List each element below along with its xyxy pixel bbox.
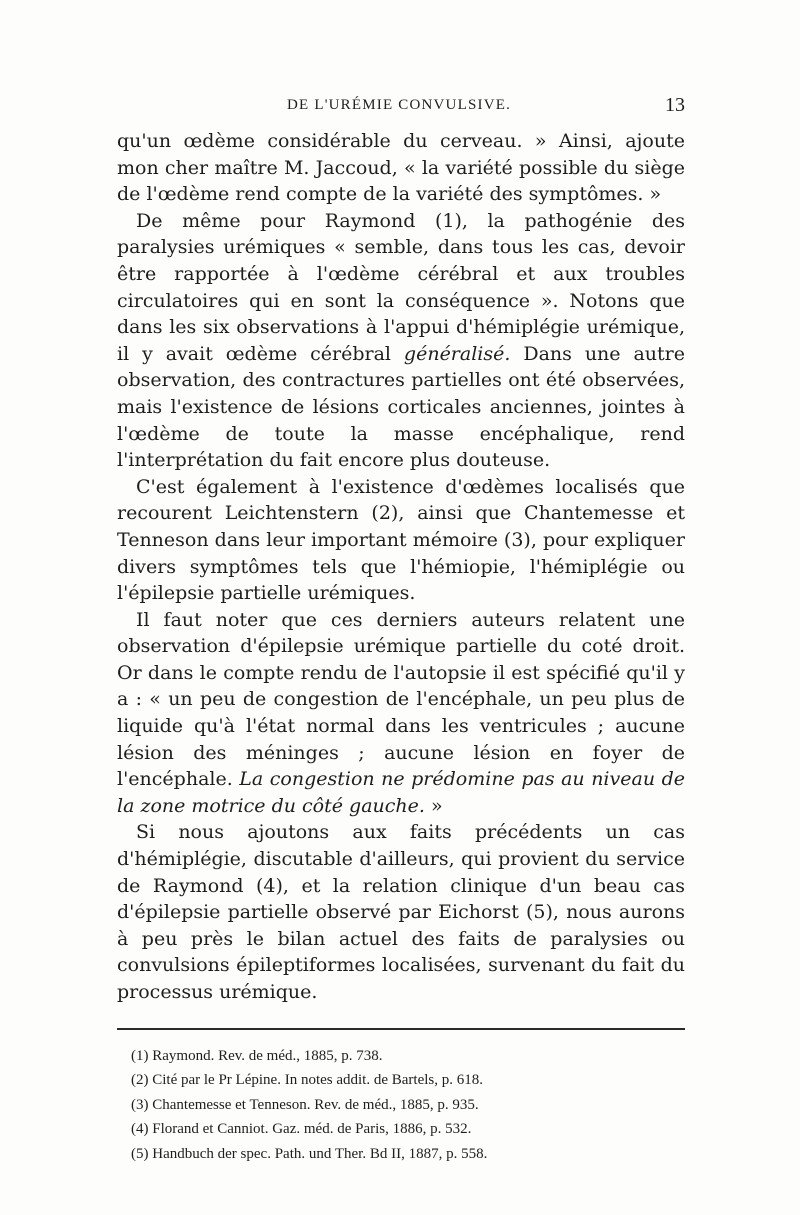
text-run: Si nous ajoutons aux faits précédents un cas d'hémiplégie, discutable d'ailleurs, qui provient du service de Raymond (4), et la relation clinique d'un beau cas d'épilepsie partielle observé par Eichorst (5), nous aurons à peu près le bilan actuel des faits de paralysies ou convulsions épileptiformes localisées, survenant du fait du processus urémique. — [117, 821, 685, 1003]
page-header — [117, 94, 685, 122]
footnote: (5) Handbuch der spec. Path. und Ther. Bd II, 1887, p. 558. — [131, 1145, 488, 1162]
italic-text: généralisé. — [403, 342, 511, 365]
footnote-divider — [117, 1028, 685, 1030]
book-page — [117, 94, 685, 1166]
footnote: (4) Florand et Canniot. Gaz. méd. de Paris, 1886, p. 532. — [131, 1121, 472, 1138]
footnotes — [117, 1044, 685, 1167]
text-run: De même pour Raymond (1), la pathogénie des paralysies urémiques « semble, dans tous les cas, devoir être rapportée à l'œdème cérébral et aux troubles circulatoires qui en sont la conséquence ». Notons que dans les six observations à l'appui d'hémiplégie urémique, il y avait œdème cérébral — [117, 209, 685, 365]
paragraph — [117, 208, 685, 474]
page-number: 13 — [665, 94, 685, 116]
footnote: (3) Chantemesse et Tenneson. Rev. de méd., 1885, p. 935. — [131, 1096, 479, 1113]
paragraph — [117, 474, 685, 607]
text-run: C'est également à l'existence d'œdèmes localisés que recourent Leichtenstern (2), ainsi que Chantemesse et Tenneson dans leur important mémoire (3), pour expliquer divers symptômes tels que l'hémiopie, l'hémiplégie ou l'épilepsie partielle urémiques. — [117, 475, 685, 605]
footnote: (2) Cité par le Pr Lépine. In notes addit. de Bartels, p. 618. — [131, 1072, 483, 1089]
text-run: » — [424, 794, 443, 817]
italic-text: La congestion ne prédomine pas au niveau de la zone motrice du côté gauche. — [117, 768, 685, 817]
footnote: (1) Raymond. Rev. de méd., 1885, p. 738. — [131, 1047, 383, 1064]
text-run: Il faut noter que ces derniers auteurs relatent une observation d'épilepsie urémique partielle du coté droit. Or dans le compte rendu de l'autopsie il est spécifié qu'il y a : « un peu de congestion de l'encéphale, un peu plus de liquide qu'à l'état normal dans les ventricules ; aucune lésion des méninges ; aucune lésion en foyer de l'encéphale. — [117, 608, 685, 791]
text-run: Dans une autre observation, des contractures partielles ont été observées, mais l'existence de lésions corticales anciennes, jointes à l'œdème de toute la masse encéphalique, rend l'interprétation du fait encore plus douteuse. — [117, 342, 685, 472]
paragraph — [117, 819, 685, 1005]
text-run: qu'un œdème considérable du cerveau. » Ainsi, ajoute mon cher maître M. Jaccoud, « la variété possible du siège de l'œdème rend compte de la variété des symptômes. » — [117, 130, 685, 206]
body-text — [117, 128, 685, 1006]
running-title: DE L'URÉMIE CONVULSIVE. — [287, 97, 512, 113]
paragraph — [117, 128, 685, 208]
paragraph — [117, 607, 685, 820]
